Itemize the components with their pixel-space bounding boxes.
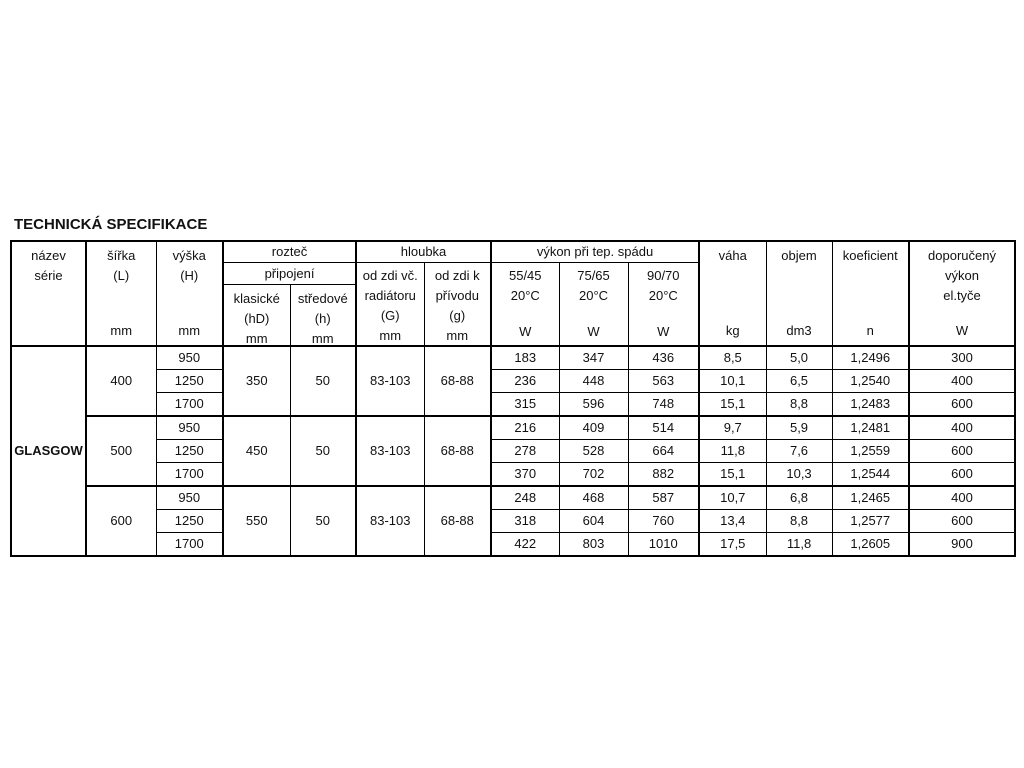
header-od-zdi-radiator-line2: radiátoru (364, 287, 416, 303)
cell-vaha: 10,7 (699, 486, 766, 510)
cell-stredove: 50 (290, 346, 356, 416)
header-klasicke (223, 284, 290, 346)
cell-klasicke: 550 (223, 486, 290, 556)
cell-vyska: 1700 (156, 393, 223, 417)
cell-w55-45: 370 (491, 463, 559, 487)
cell-od-zdi-radiator: 83-103 (356, 416, 424, 486)
cell-stredove: 50 (290, 416, 356, 486)
cell-doporuceny: 600 (909, 440, 1015, 463)
cell-koeficient: 1,2465 (832, 486, 909, 510)
cell-koeficient: 1,2577 (832, 510, 909, 533)
cell-koeficient: 1,2496 (832, 346, 909, 370)
spec-table (10, 240, 1016, 557)
header-90-70-unit: W (657, 323, 670, 339)
cell-koeficient: 1,2605 (832, 533, 909, 557)
cell-w75-65: 448 (559, 370, 628, 393)
header-vykon-group: výkon při tep. spádu (491, 241, 699, 262)
cell-w75-65: 347 (559, 346, 628, 370)
header-nazev-line1: název (31, 248, 66, 263)
cell-vaha: 13,4 (699, 510, 766, 533)
cell-objem: 6,5 (766, 370, 832, 393)
cell-w90-70: 514 (628, 416, 699, 440)
page-title: TECHNICKÁ SPECIFIKACE (14, 216, 208, 233)
header-od-zdi-radiator-line1: od zdi vč. (362, 267, 418, 283)
cell-w90-70: 760 (628, 510, 699, 533)
cell-objem: 8,8 (766, 510, 832, 533)
cell-w55-45: 183 (491, 346, 559, 370)
header-od-zdi-privod-unit: mm (446, 327, 469, 343)
cell-od-zdi-privod: 68-88 (424, 416, 491, 486)
cell-vyska: 950 (156, 416, 223, 440)
header-koeficient-label: koeficient (842, 248, 898, 263)
header-75-65-line2: 20°C (578, 287, 609, 303)
cell-w75-65: 468 (559, 486, 628, 510)
header-vaha (699, 241, 766, 346)
cell-vaha: 15,1 (699, 393, 766, 417)
cell-klasicke: 350 (223, 346, 290, 416)
table-row (11, 346, 1015, 370)
cell-objem: 5,9 (766, 416, 832, 440)
cell-objem: 5,0 (766, 346, 832, 370)
cell-doporuceny: 600 (909, 510, 1015, 533)
cell-od-zdi-privod: 68-88 (424, 346, 491, 416)
header-vyska-line2: (H) (180, 268, 199, 283)
cell-w75-65: 604 (559, 510, 628, 533)
cell-vyska: 1250 (156, 510, 223, 533)
cell-vaha: 11,8 (699, 440, 766, 463)
header-pripojeni: připojení (223, 262, 356, 284)
table-row (11, 510, 1015, 533)
cell-koeficient: 1,2481 (832, 416, 909, 440)
series-name-cell: GLASGOW (11, 346, 86, 556)
header-doporuceny-line3: el.tyče (943, 288, 981, 303)
header-75-65-line1: 75/65 (577, 267, 610, 283)
header-objem (766, 241, 832, 346)
header-vaha-unit: kg (725, 323, 740, 338)
header-55-45 (491, 262, 559, 346)
table-row (11, 370, 1015, 393)
table-row (11, 463, 1015, 487)
header-klasicke-line1: klasické (233, 290, 280, 306)
header-stredove (290, 284, 356, 346)
cell-w75-65: 528 (559, 440, 628, 463)
cell-vaha: 17,5 (699, 533, 766, 557)
cell-objem: 10,3 (766, 463, 832, 487)
header-stredove-line1: středové (297, 290, 348, 306)
header-nazev-line2: série (34, 268, 63, 283)
cell-koeficient: 1,2544 (832, 463, 909, 487)
cell-w90-70: 664 (628, 440, 699, 463)
header-klasicke-line2: (hD) (244, 310, 270, 326)
cell-vyska: 950 (156, 346, 223, 370)
cell-w75-65: 596 (559, 393, 628, 417)
cell-w55-45: 248 (491, 486, 559, 510)
header-55-45-line2: 20°C (510, 287, 540, 303)
cell-doporuceny: 600 (909, 463, 1015, 487)
header-90-70 (628, 262, 699, 346)
cell-w55-45: 318 (491, 510, 559, 533)
cell-doporuceny: 400 (909, 370, 1015, 393)
header-doporuceny-line1: doporučený (928, 248, 996, 263)
cell-w75-65: 803 (559, 533, 628, 557)
header-od-zdi-privod-line2: přívodu (435, 287, 479, 303)
cell-vaha: 10,1 (699, 370, 766, 393)
cell-doporuceny: 400 (909, 416, 1015, 440)
group-400 (11, 346, 1015, 556)
cell-objem: 8,8 (766, 393, 832, 417)
header-sirka-line1: šířka (107, 248, 136, 263)
header-roztec-group: rozteč (223, 241, 356, 262)
cell-sirka: 500 (86, 416, 156, 486)
header-stredove-unit: mm (311, 330, 334, 346)
header-75-65-unit: W (587, 323, 600, 339)
cell-doporuceny: 600 (909, 393, 1015, 417)
cell-w75-65: 409 (559, 416, 628, 440)
header-75-65 (559, 262, 628, 346)
cell-vyska: 1250 (156, 370, 223, 393)
cell-w55-45: 422 (491, 533, 559, 557)
cell-sirka: 600 (86, 486, 156, 556)
cell-koeficient: 1,2559 (832, 440, 909, 463)
cell-vaha: 15,1 (699, 463, 766, 487)
header-90-70-line1: 90/70 (646, 267, 680, 283)
header-55-45-line1: 55/45 (508, 267, 542, 283)
cell-w90-70: 587 (628, 486, 699, 510)
cell-doporuceny: 400 (909, 486, 1015, 510)
cell-od-zdi-privod: 68-88 (424, 486, 491, 556)
table-row (11, 393, 1015, 417)
cell-vyska: 1700 (156, 463, 223, 487)
cell-koeficient: 1,2540 (832, 370, 909, 393)
table-row (11, 440, 1015, 463)
cell-od-zdi-radiator: 83-103 (356, 486, 424, 556)
cell-vyska: 1250 (156, 440, 223, 463)
cell-objem: 6,8 (766, 486, 832, 510)
header-doporuceny (909, 241, 1015, 346)
header-hloubka-group: hloubka (356, 241, 491, 262)
cell-w90-70: 563 (628, 370, 699, 393)
header-vyska-unit: mm (178, 323, 201, 338)
cell-stredove: 50 (290, 486, 356, 556)
cell-w90-70: 748 (628, 393, 699, 417)
cell-od-zdi-radiator: 83-103 (356, 346, 424, 416)
cell-vaha: 9,7 (699, 416, 766, 440)
header-55-45-unit: W (519, 323, 532, 339)
cell-vyska: 950 (156, 486, 223, 510)
header-sirka-line2: (L) (113, 268, 130, 283)
header-vyska-line1: výška (172, 248, 206, 263)
cell-vaha: 8,5 (699, 346, 766, 370)
header-sirka-unit: mm (110, 323, 133, 338)
header-doporuceny-unit: W (955, 323, 969, 338)
cell-sirka: 400 (86, 346, 156, 416)
cell-w90-70: 1010 (628, 533, 699, 557)
header-od-zdi-radiator-line3: (G) (380, 307, 400, 323)
header-doporuceny-line2: výkon (945, 268, 979, 283)
table-row (11, 486, 1015, 510)
header-objem-unit: dm3 (786, 323, 812, 338)
cell-objem: 11,8 (766, 533, 832, 557)
table-row (11, 416, 1015, 440)
table-row (11, 533, 1015, 557)
cell-koeficient: 1,2483 (832, 393, 909, 417)
header-od-zdi-privod-line1: od zdi k (434, 267, 480, 283)
cell-w90-70: 882 (628, 463, 699, 487)
cell-w55-45: 236 (491, 370, 559, 393)
cell-objem: 7,6 (766, 440, 832, 463)
cell-klasicke: 450 (223, 416, 290, 486)
header-90-70-line2: 20°C (648, 287, 678, 303)
header-od-zdi-privod (424, 262, 491, 346)
header-vaha-label: váha (718, 248, 747, 263)
header-stredove-line2: (h) (314, 310, 331, 326)
header-klasicke-unit: mm (245, 330, 268, 346)
header-koeficient-unit: n (866, 323, 874, 338)
cell-w55-45: 315 (491, 393, 559, 417)
header-nazev-serie (11, 241, 86, 346)
header-vyska (156, 241, 223, 346)
cell-w55-45: 216 (491, 416, 559, 440)
header-objem-label: objem (781, 248, 817, 263)
header-koeficient (832, 241, 909, 346)
cell-w90-70: 436 (628, 346, 699, 370)
cell-doporuceny: 300 (909, 346, 1015, 370)
cell-w55-45: 278 (491, 440, 559, 463)
header-od-zdi-radiator-unit: mm (379, 327, 402, 343)
cell-w75-65: 702 (559, 463, 628, 487)
cell-vyska: 1700 (156, 533, 223, 557)
header-sirka (86, 241, 156, 346)
header-od-zdi-radiator (356, 262, 424, 346)
cell-doporuceny: 900 (909, 533, 1015, 557)
header-od-zdi-privod-line3: (g) (449, 307, 466, 323)
